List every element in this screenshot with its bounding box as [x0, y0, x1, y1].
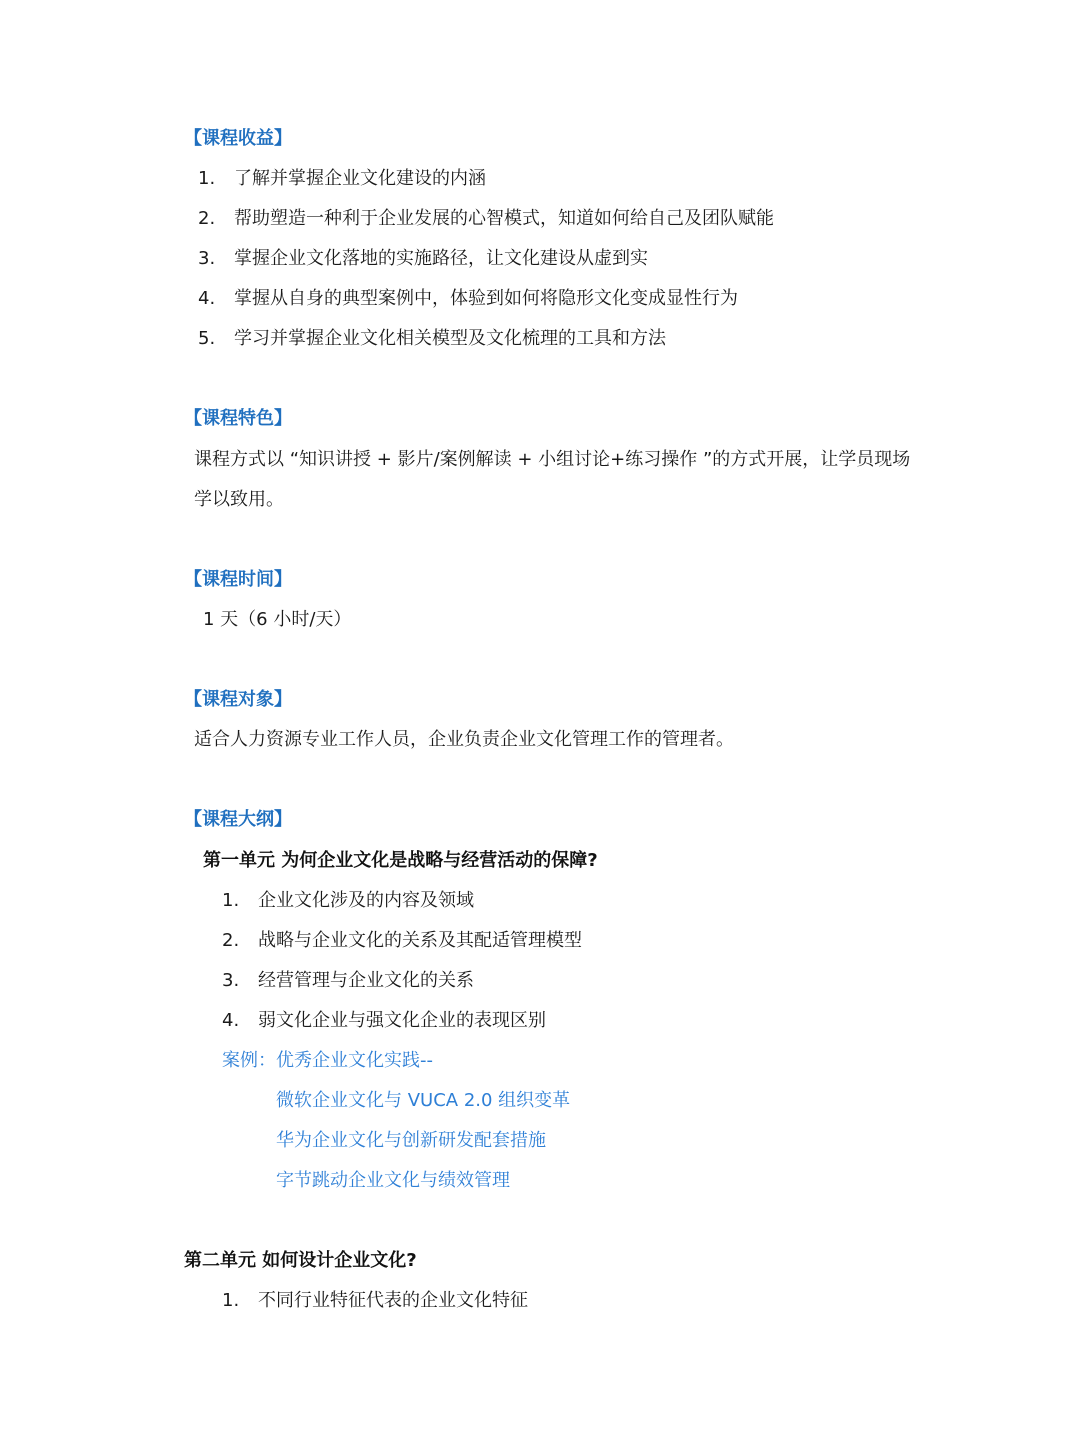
list-text: 弱文化企业与强文化企业的表现区别 — [258, 1010, 546, 1031]
list-number: 3. — [222, 970, 240, 991]
features-heading: 【课程特色】 — [184, 408, 292, 429]
list-text: 帮助塑造一种利于企业发展的心智模式，知道如何给自己及团队赋能 — [234, 208, 774, 229]
benefit-item-4 — [198, 287, 738, 311]
benefit-item-5 — [198, 327, 666, 351]
outline-heading: 【课程大纲】 — [184, 809, 292, 830]
unit2-title: 第二单元 如何设计企业文化? — [184, 1250, 417, 1271]
list-text: 掌握从自身的典型案例中，体验到如何将隐形文化变成显性行为 — [234, 288, 738, 309]
duration-heading: 【课程时间】 — [184, 569, 292, 590]
list-text: 掌握企业文化落地的实施路径，让文化建设从虚到实 — [234, 248, 648, 269]
features-text-line-1: 课程方式以 “知识讲授 + 影片/案例解读 + 小组讨论+练习操作 ”的方式开展，让学员现场 — [194, 449, 911, 470]
unit1-case-3: 字节跳动企业文化与绩效管理 — [276, 1170, 510, 1191]
unit1-title: 第一单元 为何企业文化是战略与经营活动的保障? — [203, 850, 598, 871]
list-text: 不同行业特征代表的企业文化特征 — [258, 1290, 528, 1311]
list-text: 了解并掌握企业文化建设的内涵 — [234, 168, 486, 189]
list-number: 1. — [198, 168, 216, 189]
unit2-item-1 — [222, 1289, 528, 1313]
list-text: 战略与企业文化的关系及其配适管理模型 — [258, 930, 582, 951]
benefit-item-1 — [198, 167, 486, 191]
list-text: 企业文化涉及的内容及领域 — [258, 890, 474, 911]
list-number: 3. — [198, 248, 216, 269]
list-number: 1. — [222, 1290, 240, 1311]
unit1-item-1 — [222, 889, 474, 913]
unit1-case-label: 案例：优秀企业文化实践-- — [222, 1050, 433, 1071]
unit1-case-2: 华为企业文化与创新研发配套措施 — [276, 1130, 546, 1151]
benefit-item-3 — [198, 247, 648, 271]
unit1-item-4 — [222, 1009, 546, 1033]
unit1-item-3 — [222, 969, 474, 993]
duration-text: 1 天（6 小时/天） — [203, 609, 352, 630]
list-number: 4. — [222, 1010, 240, 1031]
list-number: 1. — [222, 890, 240, 911]
benefit-item-2 — [198, 207, 774, 231]
features-text-line-2: 学以致用。 — [194, 489, 284, 510]
list-number: 5. — [198, 328, 216, 349]
audience-text: 适合人力资源专业工作人员，企业负责企业文化管理工作的管理者。 — [194, 729, 734, 750]
list-text: 经营管理与企业文化的关系 — [258, 970, 474, 991]
benefits-heading: 【课程收益】 — [184, 128, 292, 149]
list-text: 学习并掌握企业文化相关模型及文化梳理的工具和方法 — [234, 328, 666, 349]
audience-heading: 【课程对象】 — [184, 689, 292, 710]
list-number: 2. — [198, 208, 216, 229]
list-number: 2. — [222, 930, 240, 951]
unit1-case-1: 微软企业文化与 VUCA 2.0 组织变革 — [276, 1090, 571, 1111]
list-number: 4. — [198, 288, 216, 309]
unit1-item-2 — [222, 929, 582, 953]
